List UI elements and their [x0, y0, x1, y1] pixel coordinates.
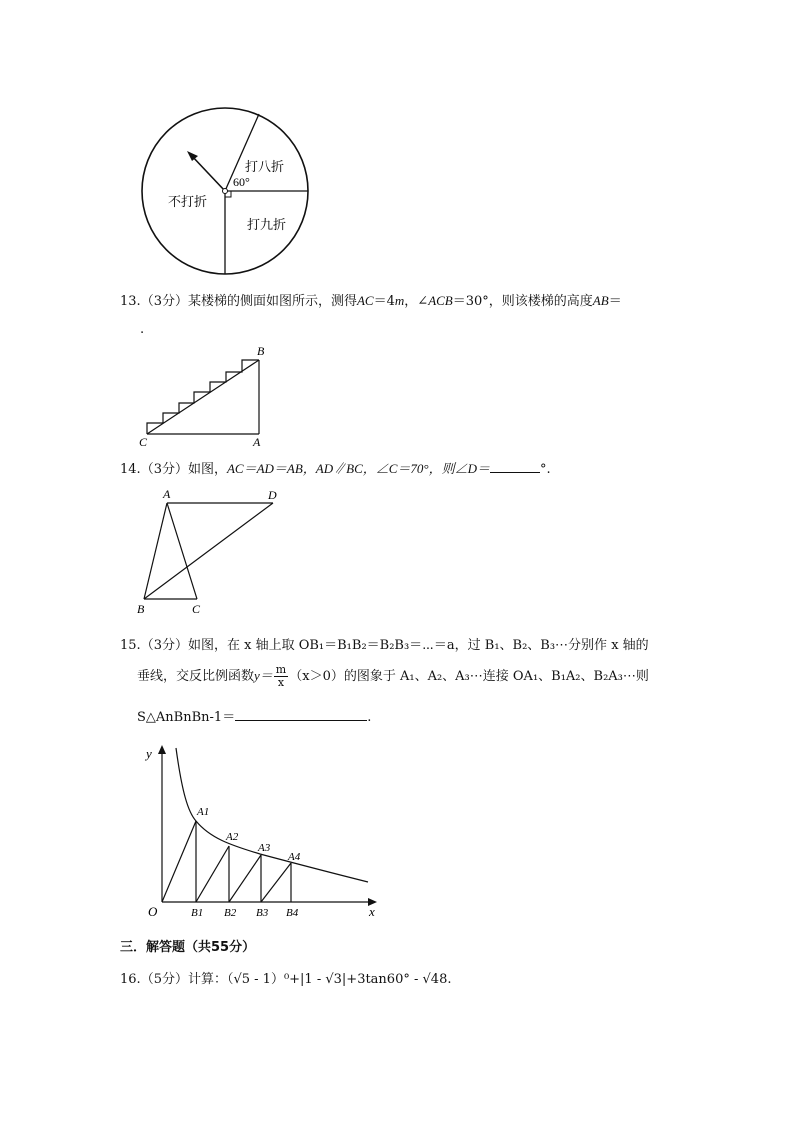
- q13-comma: ，∠: [404, 294, 429, 309]
- q16-number: 16.: [120, 972, 141, 987]
- label-a1: A1: [197, 806, 210, 818]
- q15-line3: [137, 706, 371, 725]
- section-three-heading: 三．解答题（共55分）: [120, 940, 256, 955]
- q13-score: （3分）: [140, 294, 188, 309]
- frac-numerator: m: [275, 663, 287, 676]
- q14-degree: °.: [540, 462, 551, 477]
- q15-score: （3分）: [140, 638, 188, 653]
- q14-text: 如图，: [187, 462, 227, 477]
- q14-line: [120, 458, 551, 477]
- q13-text: 某楼梯的侧面如图所示，测得: [187, 294, 357, 309]
- q13-eq3: ＝: [608, 294, 622, 309]
- q13-number: 13.: [120, 294, 141, 309]
- staircase-figure: [135, 342, 275, 450]
- spinner-arrow: [191, 155, 225, 191]
- q13-m: m: [394, 293, 405, 308]
- q13-eq1: ＝4: [373, 294, 395, 309]
- label-y: y: [146, 746, 152, 761]
- q13-ab: AB: [592, 293, 609, 308]
- label-d: D: [268, 488, 277, 502]
- q13-ac: AC: [356, 293, 374, 308]
- o-a1: [162, 821, 196, 902]
- q14-score: （3分）: [140, 462, 188, 477]
- q15-line2: [137, 664, 649, 689]
- label-c: C: [192, 602, 201, 616]
- b2-a3: [229, 855, 261, 902]
- label-a: A: [163, 487, 171, 501]
- q15-y-eq: y＝: [254, 668, 273, 683]
- q15-line1: [120, 634, 649, 653]
- b1-a2: [196, 846, 229, 902]
- label-b1: B1: [191, 907, 204, 919]
- q13-eq2: ＝30°，则该楼梯的高度: [452, 294, 593, 309]
- b3-a4: [261, 863, 291, 902]
- sector-label-top-right: 打八折: [245, 160, 285, 175]
- y-axis-arrow-icon: [158, 745, 166, 754]
- q15-text1: 如图，在 x 轴上取 OB₁＝B₁B₂＝B₂B₃＝⋯＝a，过 B₁、B₂、B₃⋯分别作 x 轴的: [187, 638, 649, 653]
- label-b3: B3: [256, 907, 269, 919]
- q16-text: 计算：（√5 - 1）⁰+|1 - √3|+3tan60° - √48.: [187, 972, 452, 987]
- angle-label: 60°: [233, 175, 250, 189]
- label-b4: B4: [286, 907, 299, 919]
- label-b2: B2: [224, 907, 237, 919]
- frac-denominator: x: [277, 676, 285, 689]
- sector-label-bottom-right: 打九折: [247, 218, 287, 233]
- q14-number: 14.: [120, 462, 141, 477]
- label-a: A: [253, 435, 261, 449]
- segment-ac: [167, 503, 197, 599]
- q15-text2b: （x＞0）的图象于 A₁、A₂、A₃⋯连接 OA₁、B₁A₂、B₂A₃⋯则: [289, 669, 649, 684]
- q15-fraction: [274, 664, 288, 689]
- discount-wheel-figure: [135, 105, 320, 280]
- q15-end: .: [367, 710, 372, 725]
- label-c: C: [139, 435, 148, 449]
- q13-line2: .: [140, 322, 145, 337]
- q15-text2a: 垂线，交反比例函数: [137, 669, 255, 684]
- q13-line1: [120, 290, 622, 309]
- stair-hypotenuse: [147, 360, 259, 434]
- label-o: O: [148, 904, 158, 919]
- q13-acb: ACB: [428, 293, 453, 308]
- pivot-icon: [223, 189, 228, 194]
- label-b: B: [137, 602, 145, 616]
- q14-answer-blank[interactable]: [490, 460, 540, 473]
- hyperbola-graph: [140, 742, 385, 922]
- label-a2: A2: [226, 831, 239, 843]
- q16-line: [120, 968, 451, 987]
- label-b: B: [257, 344, 265, 358]
- q15-eq: ＝: [222, 710, 236, 725]
- q15-area-label: S△AnBnBn-1: [137, 710, 223, 725]
- label-a3: A3: [258, 842, 271, 854]
- label-x: x: [369, 904, 375, 919]
- triangle-figure: [135, 486, 285, 616]
- q14-condition: AC＝AD＝AB，AD∥BC，∠C＝70°，则∠D＝: [226, 461, 491, 476]
- q15-answer-blank[interactable]: [235, 708, 367, 721]
- sector-label-left: 不打折: [168, 195, 208, 210]
- q15-number: 15.: [120, 638, 141, 653]
- q16-score: （5分）: [140, 972, 188, 987]
- label-a4: A4: [288, 851, 301, 863]
